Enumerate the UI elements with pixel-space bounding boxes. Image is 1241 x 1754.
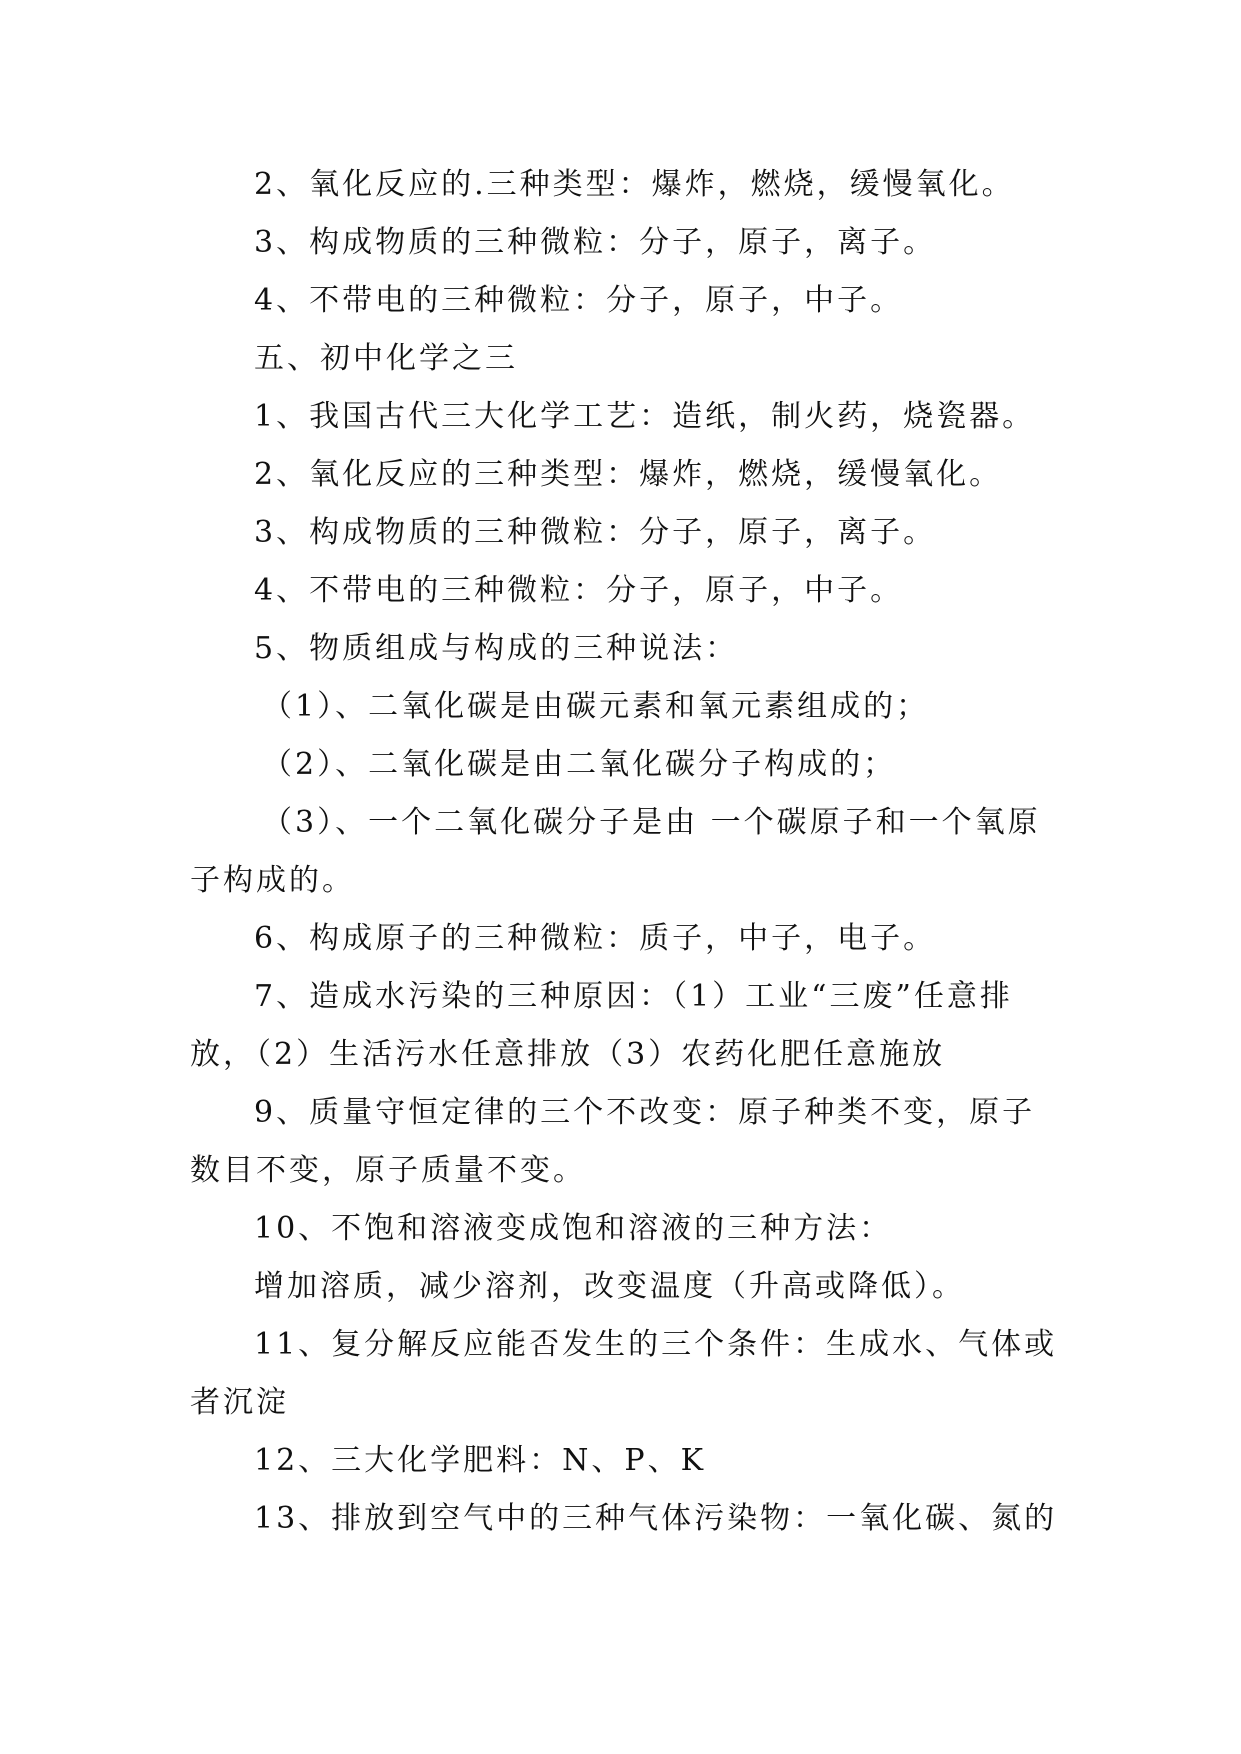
text-line: 5、物质组成与构成的三种说法：	[254, 631, 739, 666]
text-line: 3、构成物质的三种微粒：分子，原子，离子。	[254, 515, 937, 550]
text-line: 子构成的。	[190, 863, 355, 898]
text-line: 13、排放到空气中的三种气体污染物：一氧化碳、氮的	[254, 1501, 1058, 1536]
text-line: 1、我国古代三大化学工艺：造纸，制火药，烧瓷器。	[254, 399, 1036, 434]
text-line: （1）、二氧化碳是由碳元素和氧元素组成的；	[262, 689, 930, 724]
text-line: 放，（2）生活污水任意排放（3）农药化肥任意施放	[190, 1037, 946, 1072]
text-line: 10、不饱和溶液变成饱和溶液的三种方法：	[254, 1211, 893, 1246]
text-line: 4、不带电的三种微粒：分子，原子，中子。	[254, 573, 904, 608]
text-line: （2）、二氧化碳是由二氧化碳分子构成的；	[262, 747, 897, 782]
section-heading: 五、初中化学之三	[254, 341, 518, 376]
text-line: 6、构成原子的三种微粒：质子，中子，电子。	[254, 921, 937, 956]
text-line: 12、三大化学肥料：N、P、K	[254, 1443, 707, 1478]
text-line: 数目不变，原子质量不变。	[190, 1153, 586, 1188]
text-line: 3、构成物质的三种微粒：分子，原子，离子。	[254, 225, 937, 260]
text-line: 者沉淀	[190, 1385, 289, 1420]
text-line: 9、质量守恒定律的三个不改变：原子种类不变，原子	[254, 1095, 1036, 1130]
text-line: 增加溶质，减少溶剂，改变温度（升高或降低）。	[254, 1269, 965, 1304]
text-line: 4、不带电的三种微粒：分子，原子，中子。	[254, 283, 904, 318]
text-line: 2、氧化反应的三种类型：爆炸，燃烧，缓慢氧化。	[254, 457, 1003, 492]
text-line: 2、氧化反应的.三种类型：爆炸，燃烧，缓慢氧化。	[254, 167, 1015, 202]
text-line: 11、复分解反应能否发生的三个条件：生成水、气体或	[254, 1327, 1058, 1362]
text-line: （3）、一个二氧化碳分子是由 一个碳原子和一个氧原	[262, 805, 1041, 840]
text-line: 7、造成水污染的三种原因：（1）工业“三废”任意排	[254, 979, 1013, 1014]
